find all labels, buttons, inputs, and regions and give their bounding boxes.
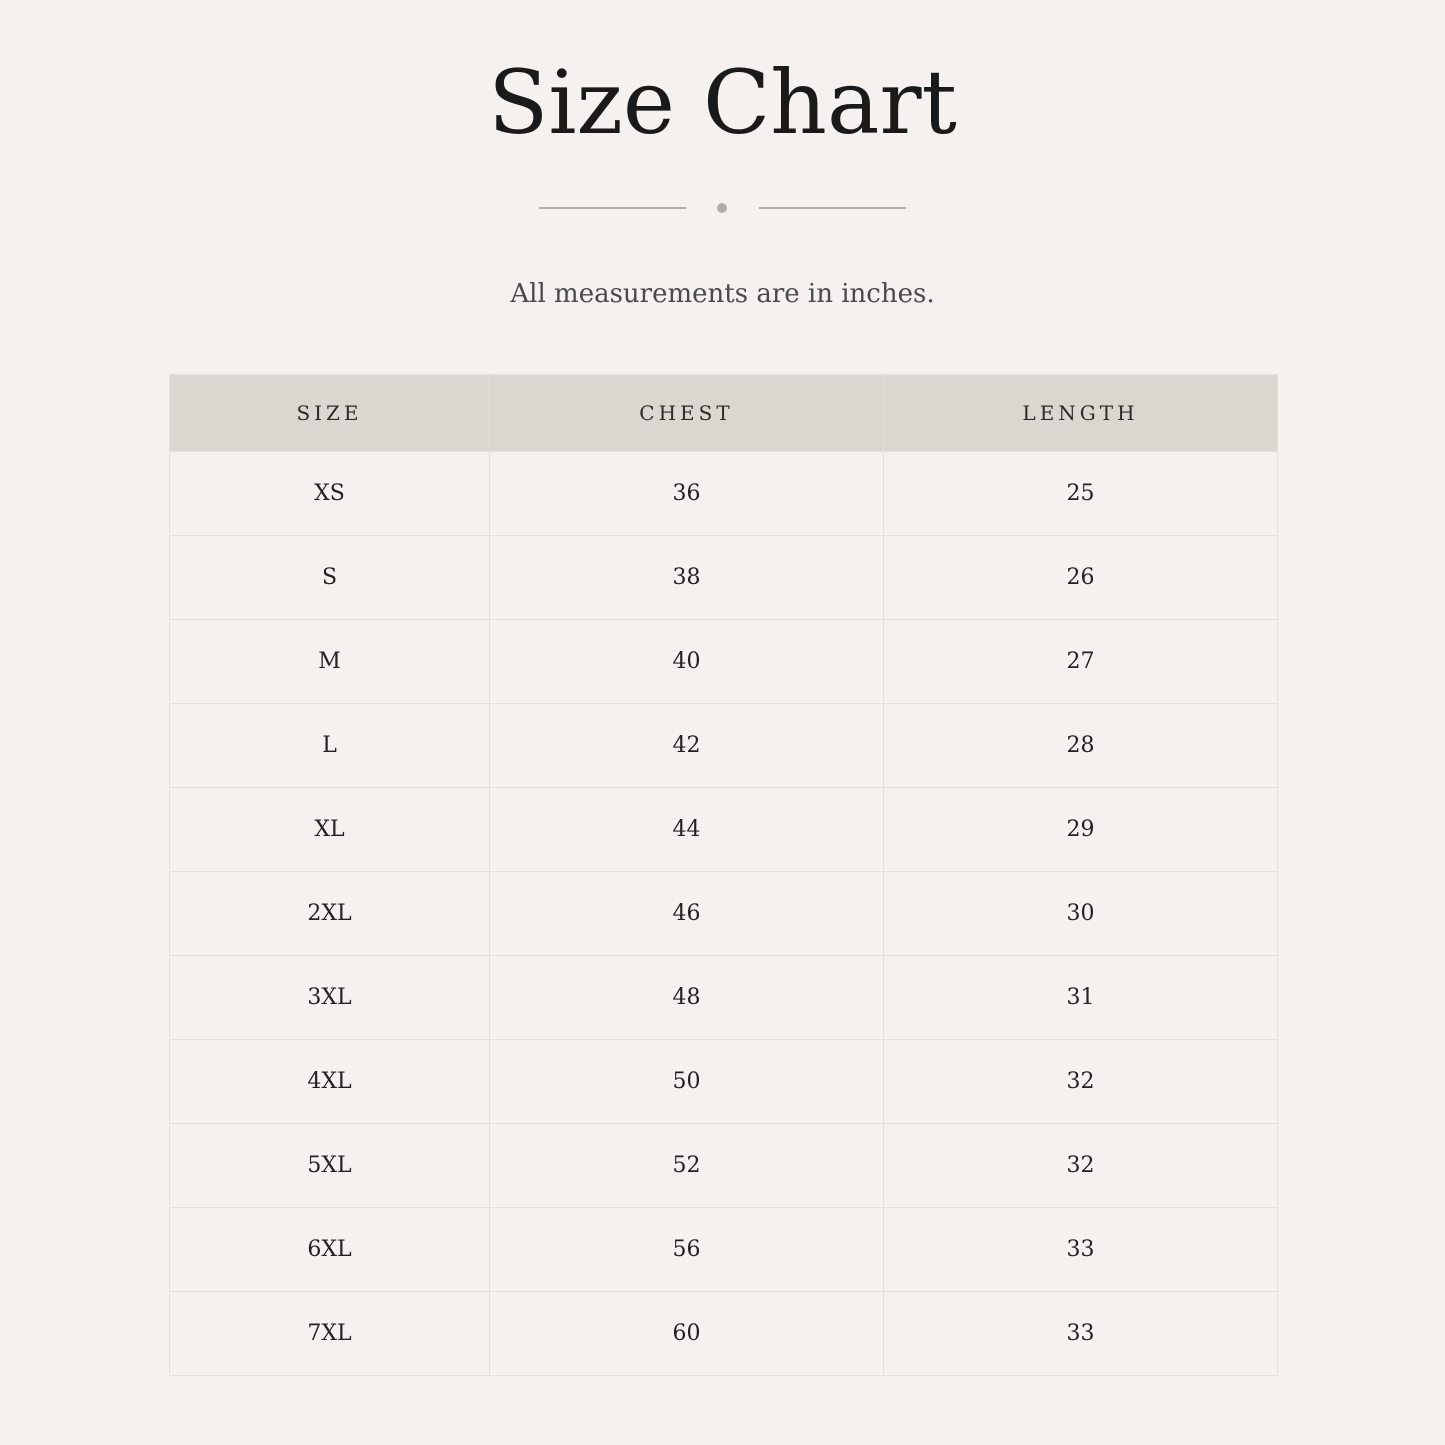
measurement-note: All measurements are in inches. [510, 279, 935, 309]
table-row [170, 1208, 1278, 1292]
length-cell: 33 [884, 1208, 1278, 1292]
chest-cell: 46 [490, 872, 884, 956]
chest-cell: 42 [490, 704, 884, 788]
size-cell: 7XL [170, 1292, 490, 1376]
header-length: LENGTH [884, 375, 1278, 452]
length-cell: 26 [884, 536, 1278, 620]
table-row [170, 788, 1278, 872]
table-row [170, 1040, 1278, 1124]
chest-cell: 48 [490, 956, 884, 1040]
chest-cell: 56 [490, 1208, 884, 1292]
header-size: SIZE [170, 375, 490, 452]
length-cell: 29 [884, 788, 1278, 872]
size-cell: 5XL [170, 1124, 490, 1208]
table-row [170, 536, 1278, 620]
length-cell: 28 [884, 704, 1278, 788]
length-cell: 32 [884, 1040, 1278, 1124]
chest-cell: 44 [490, 788, 884, 872]
divider-line-left [539, 207, 686, 209]
table-header-row [170, 375, 1278, 452]
header-chest: CHEST [490, 375, 884, 452]
size-cell: 2XL [170, 872, 490, 956]
table-row [170, 1124, 1278, 1208]
table-row [170, 956, 1278, 1040]
table-row [170, 872, 1278, 956]
length-cell: 31 [884, 956, 1278, 1040]
size-cell: XL [170, 788, 490, 872]
page-title: Size Chart [488, 51, 957, 154]
table-row [170, 620, 1278, 704]
size-cell: 6XL [170, 1208, 490, 1292]
chest-cell: 52 [490, 1124, 884, 1208]
length-cell: 25 [884, 452, 1278, 536]
chest-cell: 36 [490, 452, 884, 536]
title-divider [539, 200, 906, 216]
size-cell: 4XL [170, 1040, 490, 1124]
chest-cell: 40 [490, 620, 884, 704]
size-cell: L [170, 704, 490, 788]
size-table [169, 374, 1278, 1376]
chest-cell: 50 [490, 1040, 884, 1124]
size-cell: 3XL [170, 956, 490, 1040]
size-cell: M [170, 620, 490, 704]
chest-cell: 38 [490, 536, 884, 620]
table-row [170, 1292, 1278, 1376]
divider-dot [717, 203, 727, 213]
length-cell: 27 [884, 620, 1278, 704]
chest-cell: 60 [490, 1292, 884, 1376]
length-cell: 33 [884, 1292, 1278, 1376]
table-row [170, 452, 1278, 536]
size-cell: XS [170, 452, 490, 536]
divider-line-right [759, 207, 906, 209]
table-row [170, 704, 1278, 788]
length-cell: 30 [884, 872, 1278, 956]
size-cell: S [170, 536, 490, 620]
length-cell: 32 [884, 1124, 1278, 1208]
